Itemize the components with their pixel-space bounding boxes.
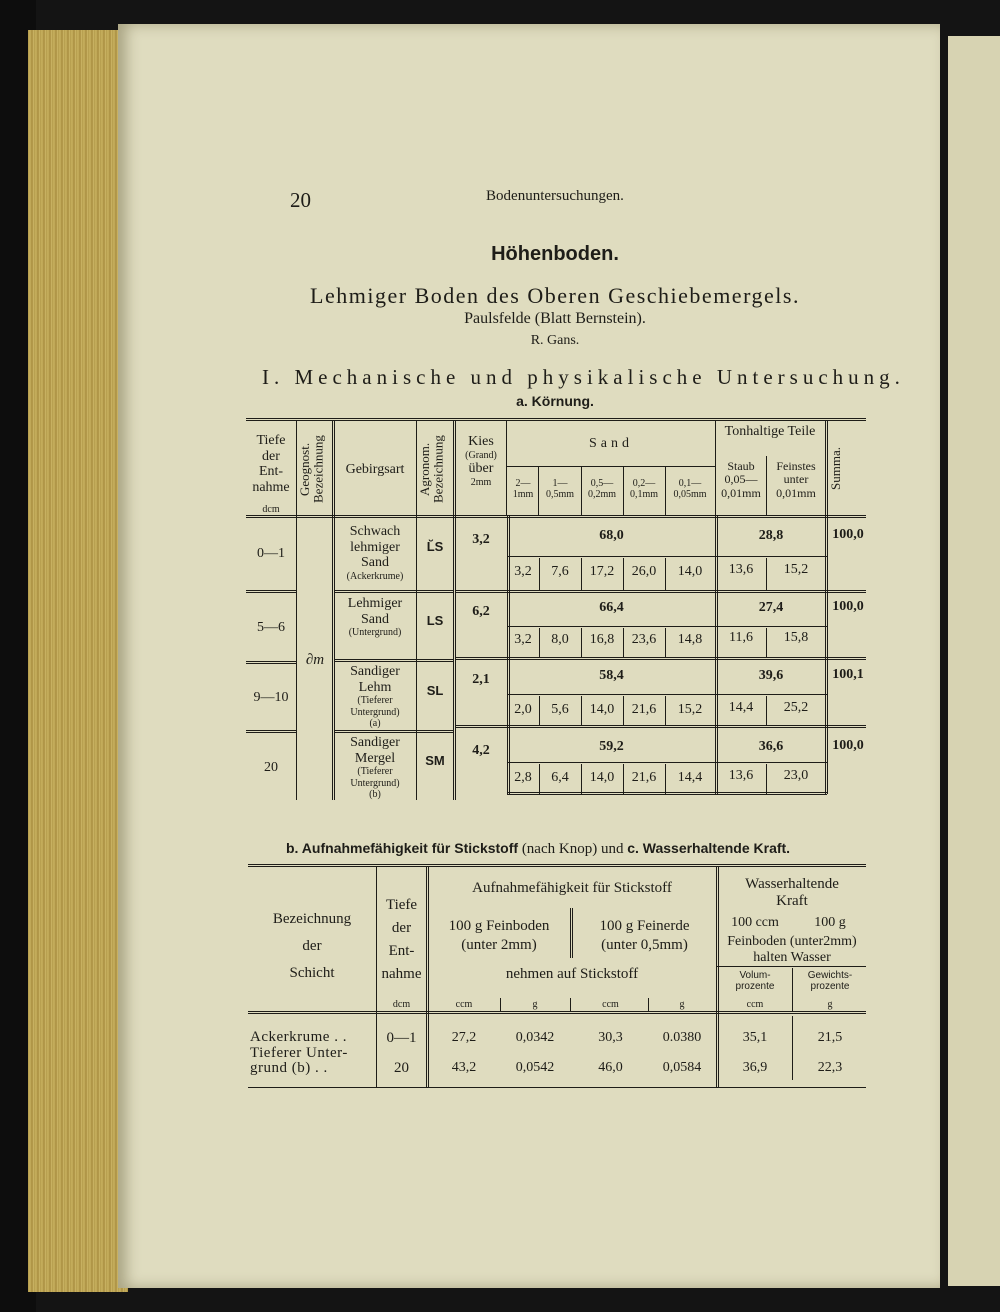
subheading-b-part: (nach Knop) und (521, 841, 624, 857)
header-volum (718, 970, 792, 992)
page-edges (28, 30, 128, 1292)
header-line: der (302, 938, 322, 954)
header-line: Bezeichnung (272, 911, 352, 927)
kies-cell: 2,1 (472, 672, 490, 687)
geognost-symbol: ∂m (305, 652, 325, 668)
header-feinerde (573, 917, 716, 955)
rock-line: Sandiger (350, 735, 400, 750)
running-head: Bodenuntersuchungen. (486, 188, 624, 204)
header-wasser-line: halten Wasser (753, 950, 831, 965)
subheading-b (286, 840, 790, 858)
summa-cell: 100,0 (832, 599, 864, 614)
unit: ccm (746, 999, 764, 1010)
page-number: 20 (290, 188, 311, 212)
value-cell: 22,3 (817, 1060, 843, 1075)
value-cell: 21,5 (817, 1030, 843, 1045)
sand-fraction-cell: 5,6 (551, 702, 569, 717)
depth-cell: 20 (264, 760, 278, 775)
rule (792, 1016, 793, 1080)
rock-line: Lehmiger (347, 596, 403, 611)
sand-fraction-cell: 14,4 (677, 770, 703, 785)
kies-cell: 3,2 (472, 532, 490, 547)
header-line: 2mm (470, 476, 492, 488)
value-cell: 0,0342 (515, 1030, 555, 1045)
rock-line: Schwach (349, 524, 401, 539)
header-line: prozente (735, 981, 775, 993)
value-cell: 35,1 (742, 1030, 768, 1045)
rock-line: Sand (361, 555, 389, 571)
ton-total-cell: 36,6 (758, 739, 784, 754)
rock-note: (Untergrund) (348, 627, 402, 639)
ton-fraction-cell: 15,2 (783, 562, 809, 577)
subheading-b-part: c. Wasserhaltende Kraft. (627, 840, 791, 856)
depth-cell: 0—1 (257, 546, 285, 561)
layer-name-line: Tieferer Unter- (250, 1045, 348, 1061)
ton-fraction-cell: 25,2 (783, 700, 809, 715)
sand-fraction-cell: 21,6 (631, 770, 657, 785)
rock-note: (Tieferer (357, 766, 393, 778)
rule (507, 762, 827, 763)
value-cell: 0,0584 (662, 1060, 702, 1075)
ton-total-cell: 28,8 (758, 528, 784, 543)
rule (246, 418, 866, 421)
rule (506, 420, 507, 516)
rock-line: Lehm (358, 679, 392, 695)
rock-note: (a) (369, 717, 381, 729)
ton-fraction-cell: 13,6 (728, 768, 754, 783)
kies-cell: 4,2 (472, 743, 490, 758)
sand-fraction-cell: 17,2 (589, 564, 615, 579)
header-line: Kraft (776, 892, 808, 909)
ton-total-cell: 39,6 (758, 668, 784, 683)
rock-note: (b) (369, 788, 381, 800)
rule (507, 694, 827, 695)
header-sand-fraction: 0,2— 0,1mm (629, 478, 659, 501)
rule (246, 730, 296, 733)
depth-cell: 9—10 (253, 690, 289, 705)
header-line: (Grand) (465, 449, 497, 461)
header-wasser-line: Feinboden (unter2mm) (727, 934, 857, 949)
sand-fraction-cell: 23,6 (631, 632, 657, 647)
sand-fraction-cell: 14,0 (589, 702, 615, 717)
depth-cell: 0—1 (386, 1030, 417, 1046)
depth-cell: 20 (394, 1060, 409, 1076)
sand-fraction-cell: 26,0 (631, 564, 657, 579)
sand-fraction-cell: 6,4 (551, 770, 569, 785)
header-gewichts (794, 970, 866, 992)
sand-fraction-cell: 15,2 (677, 702, 703, 717)
rock-type-cell (334, 596, 416, 639)
rock-note: Untergrund) (350, 777, 400, 789)
value-cell: 46,0 (598, 1060, 623, 1075)
rock-note: (Tieferer (357, 695, 393, 707)
rule (570, 998, 571, 1012)
header-tiefe-unit: dcm (262, 504, 280, 515)
header-feinboden (428, 917, 570, 955)
sand-total-cell: 59,2 (599, 739, 624, 754)
sand-total-cell: 68,0 (599, 528, 624, 543)
header-line: (unter 2mm) (461, 936, 537, 953)
value-cell: 43,2 (451, 1060, 477, 1075)
rock-line: Mergel (354, 750, 396, 766)
ton-total-cell: 27,4 (758, 600, 784, 615)
summa-cell: 100,0 (832, 527, 864, 542)
header-wasser-sub: 100 ccm (731, 915, 779, 930)
rock-note: (Ackerkrume) (346, 571, 404, 583)
value-cell: 0.0380 (662, 1030, 702, 1045)
rock-type-cell (334, 735, 416, 800)
header-tiefe (246, 433, 296, 496)
header-line: über (468, 460, 494, 476)
kies-cell: 6,2 (472, 604, 490, 619)
rock-line: Sandiger (350, 664, 400, 679)
header-agronom: Agronom. Bezeichnung (417, 435, 446, 503)
value-cell: 27,2 (451, 1030, 477, 1045)
header-line: Wasserhaltende (745, 876, 839, 892)
ton-fraction-cell: 13,6 (728, 562, 754, 577)
rock-note: Untergrund) (350, 706, 400, 718)
depth-cell: 5—6 (257, 620, 285, 635)
agronom-cell: SM (425, 753, 445, 768)
header-sand-fraction: 2— 1mm (512, 478, 534, 501)
header-ton: Tonhaltige Teile (724, 424, 816, 439)
ton-fraction-cell: 23,0 (783, 768, 809, 783)
header-nehmen: nehmen auf Stickstoff (505, 966, 639, 982)
header-kies (456, 434, 506, 488)
header-line: der (391, 920, 412, 936)
rule (334, 590, 454, 593)
rule (246, 590, 296, 593)
subtitle: Lehmiger Boden des Oberen Geschiebemergels. (310, 283, 800, 308)
unit: ccm (455, 999, 473, 1010)
header-bezeichnung (250, 906, 374, 987)
header-tiefe-b (377, 894, 426, 986)
rock-line: Sand (361, 611, 389, 627)
rock-type-cell (334, 664, 416, 729)
rule (507, 792, 827, 795)
header-line: Kies (468, 434, 494, 449)
rule (248, 1087, 866, 1088)
sand-fraction-cell: 2,0 (514, 702, 532, 717)
rule (248, 1011, 866, 1014)
header-tiefe-b-unit: dcm (392, 999, 411, 1010)
rock-type-cell (334, 524, 416, 582)
header-line: nahme (252, 480, 290, 496)
layer-name-line: Ackerkrume . . (250, 1029, 347, 1045)
sand-total-cell: 58,4 (599, 668, 624, 683)
value-cell: 30,3 (598, 1030, 623, 1045)
author: R. Gans. (530, 333, 580, 348)
layer-name-line: grund (b) . . (250, 1060, 328, 1076)
ton-fraction-cell: 11,6 (729, 630, 753, 645)
sand-fraction-cell: 16,8 (589, 632, 615, 647)
header-sand-fraction: 1— 0,5mm (545, 478, 575, 501)
header-line: 100 g Feinerde (599, 918, 690, 934)
rule (334, 730, 454, 733)
rule (792, 968, 793, 1012)
header-line: Tiefe (385, 897, 418, 913)
sand-fraction-cell: 14,8 (677, 632, 703, 647)
header-aufnahme: Aufnahmefähigkeit für Stickstoff (472, 880, 672, 896)
section-heading: I. Mechanische und physikalische Untersuchung. (262, 365, 905, 389)
header-wasser (718, 876, 866, 910)
rule (246, 515, 866, 518)
header-line: Schicht (289, 965, 335, 981)
rule (455, 657, 866, 660)
header-line: Tiefe (256, 433, 286, 448)
header-line: (unter 0,5mm) (601, 936, 688, 953)
header-ton-fraction: Feinstes unter 0,01mm (776, 459, 816, 500)
rule (334, 659, 454, 662)
header-gebirgsart: Gebirgsart (345, 462, 405, 477)
rule (507, 626, 827, 627)
rule (507, 556, 827, 557)
value-cell: 0,0542 (515, 1060, 555, 1075)
layer-name-cell (250, 1046, 374, 1076)
header-line: Ent- (258, 464, 284, 480)
sand-total-cell: 66,4 (599, 600, 624, 615)
header-geognost: Geognost. Bezeichnung (297, 435, 326, 503)
rule (455, 725, 866, 728)
agronom-cell: SL (426, 683, 444, 698)
header-ton-fraction: Staub 0,05— 0,01mm (721, 459, 761, 500)
ton-fraction-cell: 15,8 (783, 630, 809, 645)
header-line: Volum- (739, 970, 771, 981)
unit: g (827, 999, 833, 1010)
unit: ccm (602, 999, 619, 1010)
sand-fraction-cell: 21,6 (631, 702, 657, 717)
subheading-a: a. Körnung. (516, 393, 594, 409)
page-title: Höhenboden. (491, 243, 619, 265)
layer-name-cell (250, 1030, 374, 1045)
sand-fraction-cell: 7,6 (551, 564, 569, 579)
sand-fraction-cell: 14,0 (677, 564, 703, 579)
unit: g (532, 999, 538, 1010)
book-page (118, 24, 940, 1288)
sand-fraction-cell: 3,2 (514, 632, 532, 647)
header-line: 100 g Feinboden (448, 918, 550, 934)
header-wasser-sub: 100 g (814, 915, 846, 930)
next-page-edge (948, 36, 1000, 1286)
summa-cell: 100,0 (832, 738, 864, 753)
header-line: Gewichts- (807, 970, 853, 981)
unit: g (679, 999, 685, 1010)
header-sand-fraction: 0,1— 0,05mm (673, 478, 707, 501)
sand-fraction-cell: 8,0 (551, 632, 569, 647)
agronom-cell: L̆S (426, 539, 444, 554)
rock-line: lehmiger (350, 539, 400, 555)
value-cell: 36,9 (742, 1060, 768, 1075)
sand-fraction-cell: 14,0 (589, 770, 615, 785)
rule (716, 966, 866, 967)
header-line: nahme (381, 966, 422, 982)
summa-cell: 100,1 (832, 667, 864, 682)
sand-fraction-cell: 2,8 (514, 770, 532, 785)
agronom-cell: LS (426, 613, 444, 628)
rule (455, 590, 866, 593)
location: Paulsfelde (Blatt Bernstein). (464, 310, 646, 327)
header-summa: Summa. (828, 447, 843, 491)
subheading-b-part: b. Aufnahmefähigkeit für Stickstoff (286, 840, 519, 856)
header-line: prozente (810, 981, 850, 993)
header-line: Ent- (388, 943, 415, 959)
header-sand: Sand (589, 436, 633, 451)
rule (246, 661, 296, 664)
ton-fraction-cell: 14,4 (728, 700, 754, 715)
header-sand-fraction: 0,5— 0,2mm (587, 478, 617, 501)
rule (248, 864, 866, 867)
sand-fraction-cell: 3,2 (514, 564, 532, 579)
header-line: der (262, 448, 280, 464)
